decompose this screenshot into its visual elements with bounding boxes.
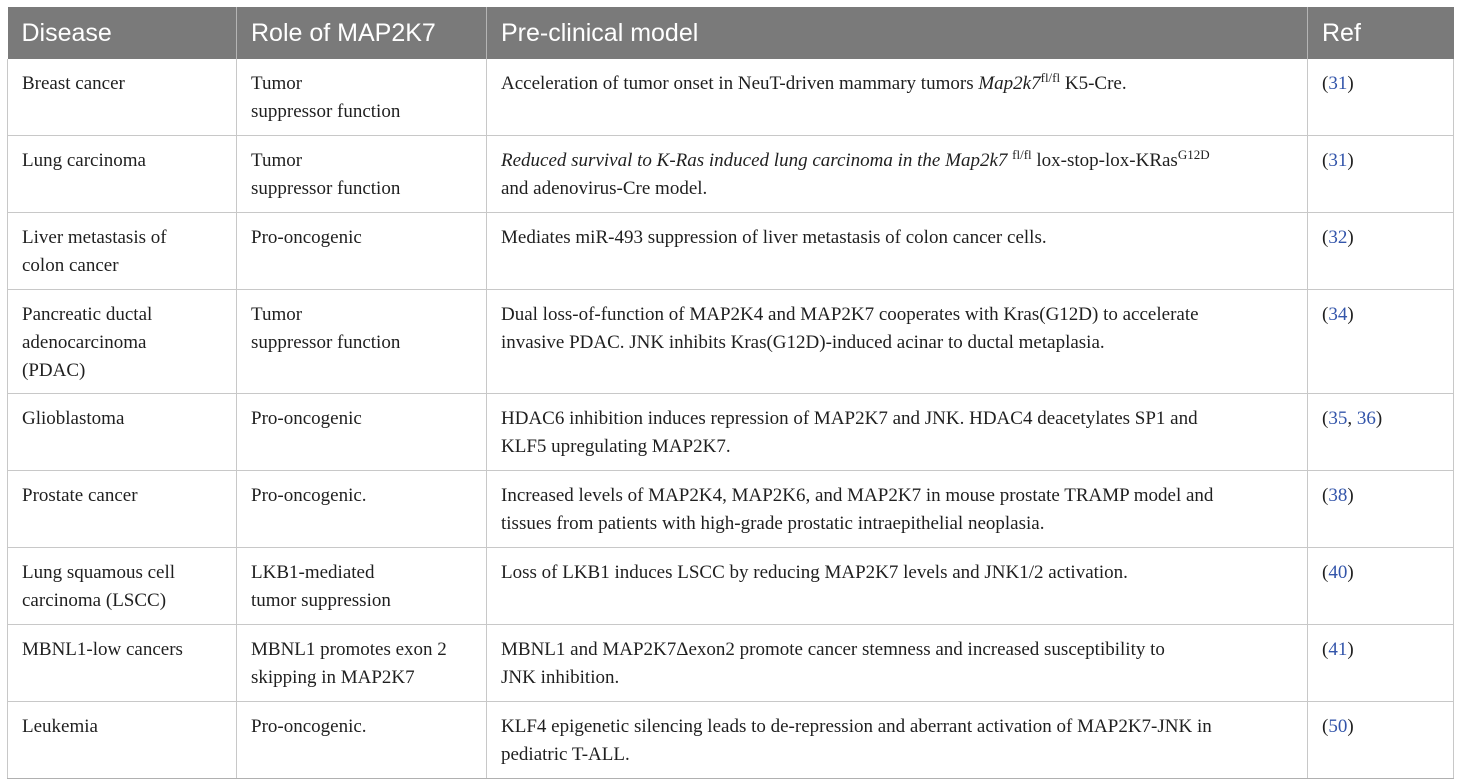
disease-cell: Leukemia (8, 702, 237, 779)
role-cell: Pro-oncogenic. (237, 471, 487, 548)
ref-link[interactable]: 32 (1328, 227, 1348, 248)
header-row (8, 7, 1454, 59)
role-cell: Pro-oncogenic (237, 394, 487, 471)
model-cell: Increased levels of MAP2K4, MAP2K6, and MAP2K7 in mouse prostate TRAMP model and tissues from patients with high-grade prostatic intraepithelial neoplasia. (487, 471, 1308, 548)
header-ref: Ref (1308, 7, 1454, 59)
header-role: Role of MAP2K7 (237, 7, 487, 59)
model-cell: Dual loss-of-function of MAP2K4 and MAP2K7 cooperates with Kras(G12D) to accelerate invasive PDAC. JNK inhibits Kras(G12D)-induced acinar to ductal metaplasia. (487, 290, 1308, 394)
role-cell: Tumor suppressor function (237, 59, 487, 136)
table-row (8, 702, 1454, 779)
role-cell: Tumor suppressor function (237, 290, 487, 394)
disease-cell: Glioblastoma (8, 394, 237, 471)
table-row (8, 213, 1454, 290)
table-row (8, 625, 1454, 702)
ref-cell: (31) (1308, 59, 1454, 136)
model-cell: Loss of LKB1 induces LSCC by reducing MAP2K7 levels and JNK1/2 activation. (487, 548, 1308, 625)
table-container (7, 7, 1453, 779)
ref-link[interactable]: 40 (1328, 562, 1348, 583)
model-cell: MBNL1 and MAP2K7Δexon2 promote cancer stemness and increased susceptibility to JNK inhibition. (487, 625, 1308, 702)
ref-link[interactable]: 31 (1328, 150, 1348, 171)
header-model: Pre-clinical model (487, 7, 1308, 59)
role-cell: Pro-oncogenic (237, 213, 487, 290)
table-row (8, 471, 1454, 548)
disease-cell: Lung squamous cell carcinoma (LSCC) (8, 548, 237, 625)
header-disease: Disease (8, 7, 237, 59)
map2k7-disease-table (7, 7, 1454, 779)
ref-link[interactable]: 31 (1328, 73, 1348, 94)
ref-cell: (41) (1308, 625, 1454, 702)
disease-cell: Breast cancer (8, 59, 237, 136)
ref-cell: (38) (1308, 471, 1454, 548)
table-row (8, 548, 1454, 625)
role-cell: Pro-oncogenic. (237, 702, 487, 779)
role-cell: LKB1-mediated tumor suppression (237, 548, 487, 625)
disease-cell: Prostate cancer (8, 471, 237, 548)
model-cell: Mediates miR-493 suppression of liver metastasis of colon cancer cells. (487, 213, 1308, 290)
ref-cell: (50) (1308, 702, 1454, 779)
table-row (8, 59, 1454, 136)
ref-link[interactable]: 35 (1328, 408, 1348, 429)
model-cell: KLF4 epigenetic silencing leads to de-repression and aberrant activation of MAP2K7-JNK in pediatric T-ALL. (487, 702, 1308, 779)
role-cell: Tumor suppressor function (237, 136, 487, 213)
ref-link[interactable]: 38 (1328, 485, 1348, 506)
ref-cell: (32) (1308, 213, 1454, 290)
model-cell: HDAC6 inhibition induces repression of MAP2K7 and JNK. HDAC4 deacetylates SP1 and KLF5 upregulating MAP2K7. (487, 394, 1308, 471)
ref-cell: (31) (1308, 136, 1454, 213)
disease-cell: Liver metastasis of colon cancer (8, 213, 237, 290)
table-row (8, 136, 1454, 213)
table-row (8, 394, 1454, 471)
ref-link[interactable]: 36 (1356, 408, 1376, 429)
model-cell: Reduced survival to K-Ras induced lung carcinoma in the Map2k7 $^{fl/fl}$ lox-stop-lox-KRas$^{G12D}$ and adenovirus-Cre model. (487, 136, 1308, 213)
model-cell: Acceleration of tumor onset in NeuT-driven mammary tumors $Map2k7^{fl/fl}$ K5-Cre. (487, 59, 1308, 136)
disease-cell: Pancreatic ductal adenocarcinoma (PDAC) (8, 290, 237, 394)
table-row (8, 290, 1454, 394)
disease-cell: Lung carcinoma (8, 136, 237, 213)
ref-link[interactable]: 34 (1328, 304, 1348, 325)
ref-link[interactable]: 41 (1328, 639, 1348, 660)
ref-link[interactable]: 50 (1328, 716, 1348, 737)
ref-cell: (40) (1308, 548, 1454, 625)
ref-cell: (34) (1308, 290, 1454, 394)
disease-cell: MBNL1-low cancers (8, 625, 237, 702)
ref-cell: (35, 36) (1308, 394, 1454, 471)
role-cell: MBNL1 promotes exon 2 skipping in MAP2K7 (237, 625, 487, 702)
